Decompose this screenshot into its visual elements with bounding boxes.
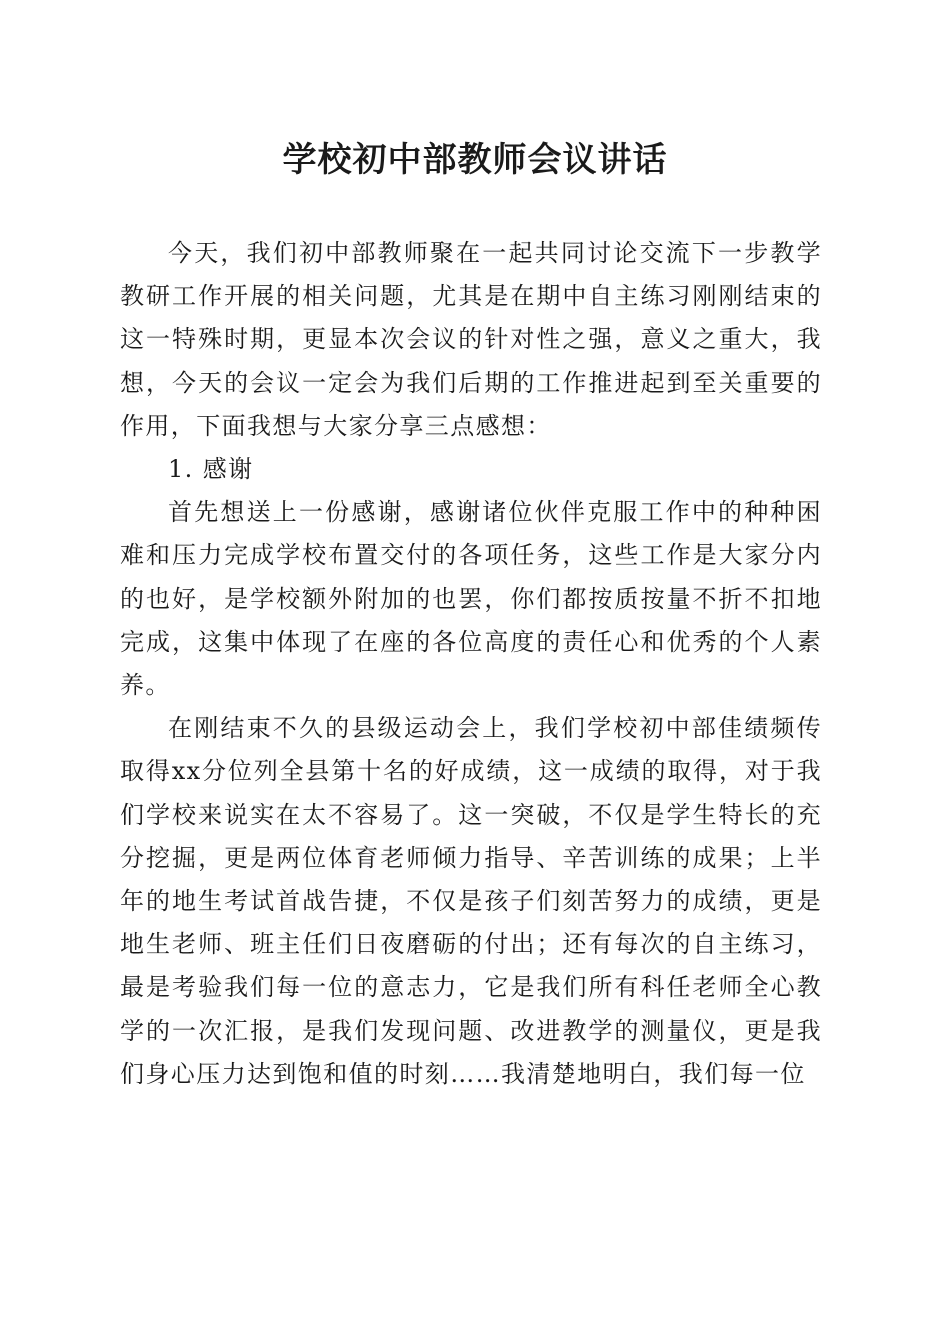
document-body bbox=[120, 232, 822, 1096]
paragraph-achievements: 在刚结束不久的县级运动会上，我们学校初中部佳绩频传取得xx分位列全县第十名的好成绩，这一成绩的取得，对于我们学校来说实在太不容易了。这一突破，不仅是学生特长的充分挖掘，更是两位体育老师倾力指导、辛苦训练的成果；上半年的地生考试首战告捷，不仅是孩子们刻苦努力的成绩，更是地生老师、班主任们日夜磨砺的付出；还有每次的自主练习，最是考验我们每一位的意志力，它是我们所有科任老师全心教学的一次汇报，是我们发现问题、改进教学的测量仪，更是我们身心压力达到饱和值的时刻……我清楚地明白，我们每一位 bbox=[120, 714, 822, 1088]
paragraph-intro: 今天，我们初中部教师聚在一起共同讨论交流下一步教学教研工作开展的相关问题，尤其是在期中自主练习刚刚结束的这一特殊时期，更显本次会议的针对性之强，意义之重大，我想，今天的会议一定会为我们后期的工作推进起到至关重要的作用，下面我想与大家分享三点感想： bbox=[120, 239, 822, 440]
page-title: 学校初中部教师会议讲话 bbox=[282, 140, 668, 180]
section-heading-thanks: 1. 感谢 bbox=[168, 455, 254, 484]
paragraph-thanks: 首先想送上一份感谢，感谢诸位伙伴克服工作中的种种困难和压力完成学校布置交付的各项任务，这些工作是大家分内的也好，是学校额外附加的也罢，你们都按质按量不折不扣地完成，这集中体现了在座的各位高度的责任心和优秀的个人素养。 bbox=[120, 498, 822, 700]
